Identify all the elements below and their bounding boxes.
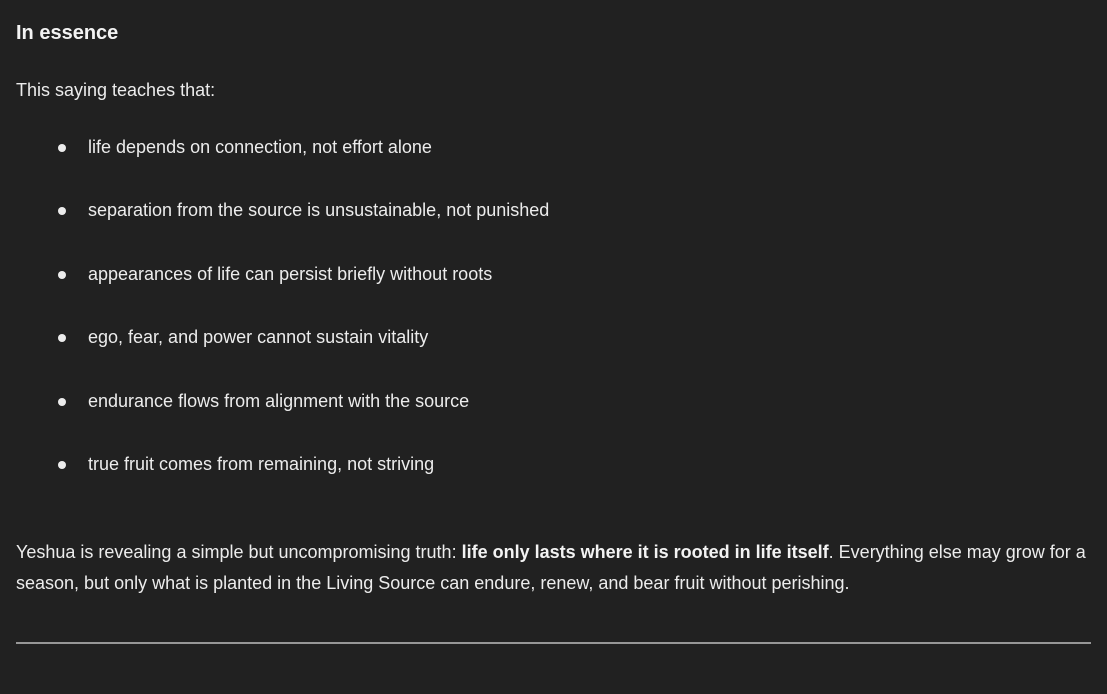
list-item — [16, 132, 1091, 164]
bullet-icon — [58, 271, 66, 279]
list-item-text: appearances of life can persist briefly without roots — [88, 263, 493, 284]
bullet-icon — [58, 461, 66, 469]
list-item — [16, 322, 1091, 354]
section-divider — [16, 642, 1091, 644]
section-heading: In essence — [16, 22, 119, 44]
list-item — [16, 259, 1091, 291]
bullet-icon — [58, 334, 66, 342]
list-item-text: ego, fear, and power cannot sustain vitality — [88, 327, 429, 347]
list-item — [16, 386, 1091, 418]
teaching-list — [16, 132, 1091, 481]
list-item — [16, 195, 1091, 227]
closing-text-lead: Yeshua is revealing a simple but uncompromising truth: — [16, 541, 462, 562]
bullet-icon — [58, 398, 66, 406]
list-item-text: true fruit comes from remaining, not striving — [88, 454, 435, 474]
bullet-icon — [58, 207, 66, 215]
list-item — [16, 449, 1091, 481]
intro-text: This saying teaches that: — [16, 80, 216, 100]
closing-text-bold: life only lasts where it is rooted in life itself — [461, 541, 829, 562]
list-item-text: separation from the source is unsustainable, not punished — [88, 200, 550, 220]
bullet-icon — [58, 144, 66, 152]
list-item-text: endurance flows from alignment with the source — [88, 390, 470, 411]
closing-paragraph — [16, 537, 1091, 600]
closing-text-tail: . Everything else may grow for a season, but only what is planted in the Living Source can endure, renew, and bear fruit without perishing. — [16, 541, 1086, 593]
list-item-text: life depends on connection, not effort alone — [88, 136, 432, 157]
